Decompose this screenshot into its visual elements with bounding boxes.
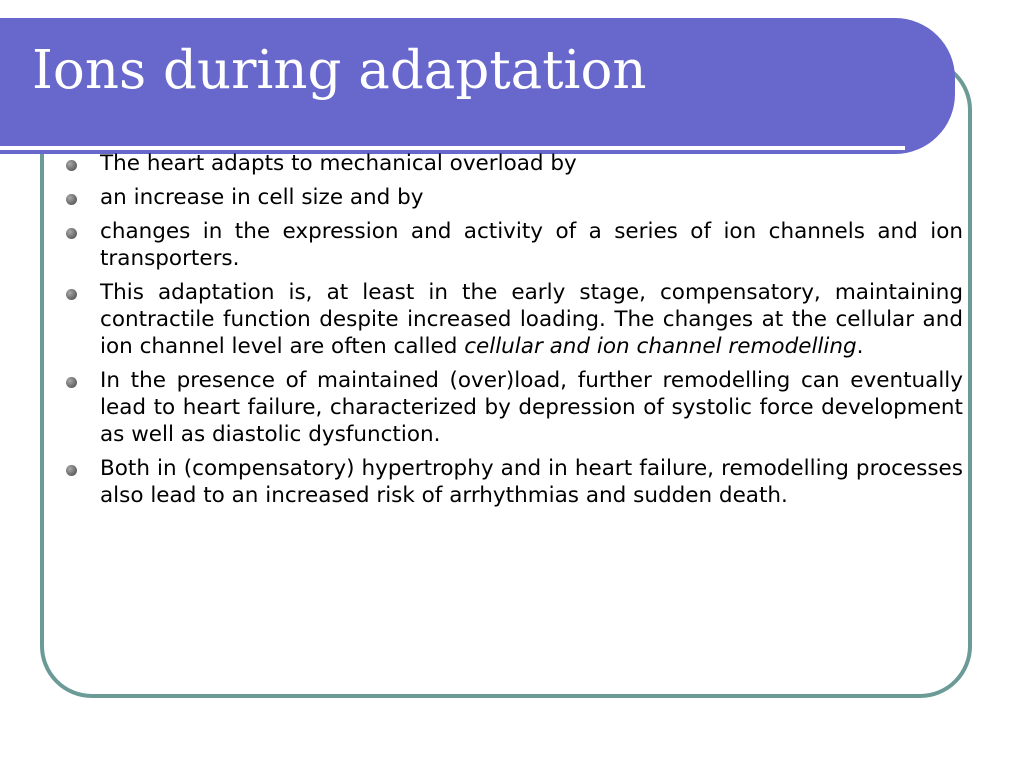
bullet-dot-icon (66, 377, 77, 388)
bullet-text: In the presence of maintained (over)load, further remodelling can eventually lead to heart failure, characterized by depression of systolic force development as well as diastolic dysfunction. (100, 368, 963, 447)
bullet-text: Both in (compensatory) hypertrophy and in heart failure, remodelling processes also lead to an increased risk of arrhythmias and sudden death. (100, 456, 963, 508)
bullet-list (66, 150, 963, 516)
bullet-text: changes in the expression and activity of a series of ion channels and ion transporters. (100, 219, 963, 271)
bullet-dot-icon (66, 289, 77, 300)
bullet-suffix: . (856, 334, 864, 359)
bullet-item (66, 218, 963, 272)
bullet-dot-icon (66, 194, 77, 205)
bullet-item (66, 279, 963, 360)
bullet-emphasis: cellular and ion channel remodelling (464, 334, 857, 359)
bullet-dot-icon (66, 160, 77, 171)
bullet-dot-icon (66, 465, 77, 476)
bullet-item (66, 150, 963, 177)
bullet-text: This adaptation is, at least in the early stage, compensatory, maintaining contractile function despite increased loading. The changes at the cellular and ion channel level are often called (100, 280, 963, 359)
bullet-dot-icon (66, 228, 77, 239)
bullet-text: The heart adapts to mechanical overload by (100, 151, 577, 176)
bullet-item (66, 455, 963, 509)
bullet-item (66, 184, 963, 211)
bullet-item (66, 367, 963, 448)
bullet-text: an increase in cell size and by (100, 185, 424, 210)
slide-title: Ions during adaptation (32, 40, 647, 101)
